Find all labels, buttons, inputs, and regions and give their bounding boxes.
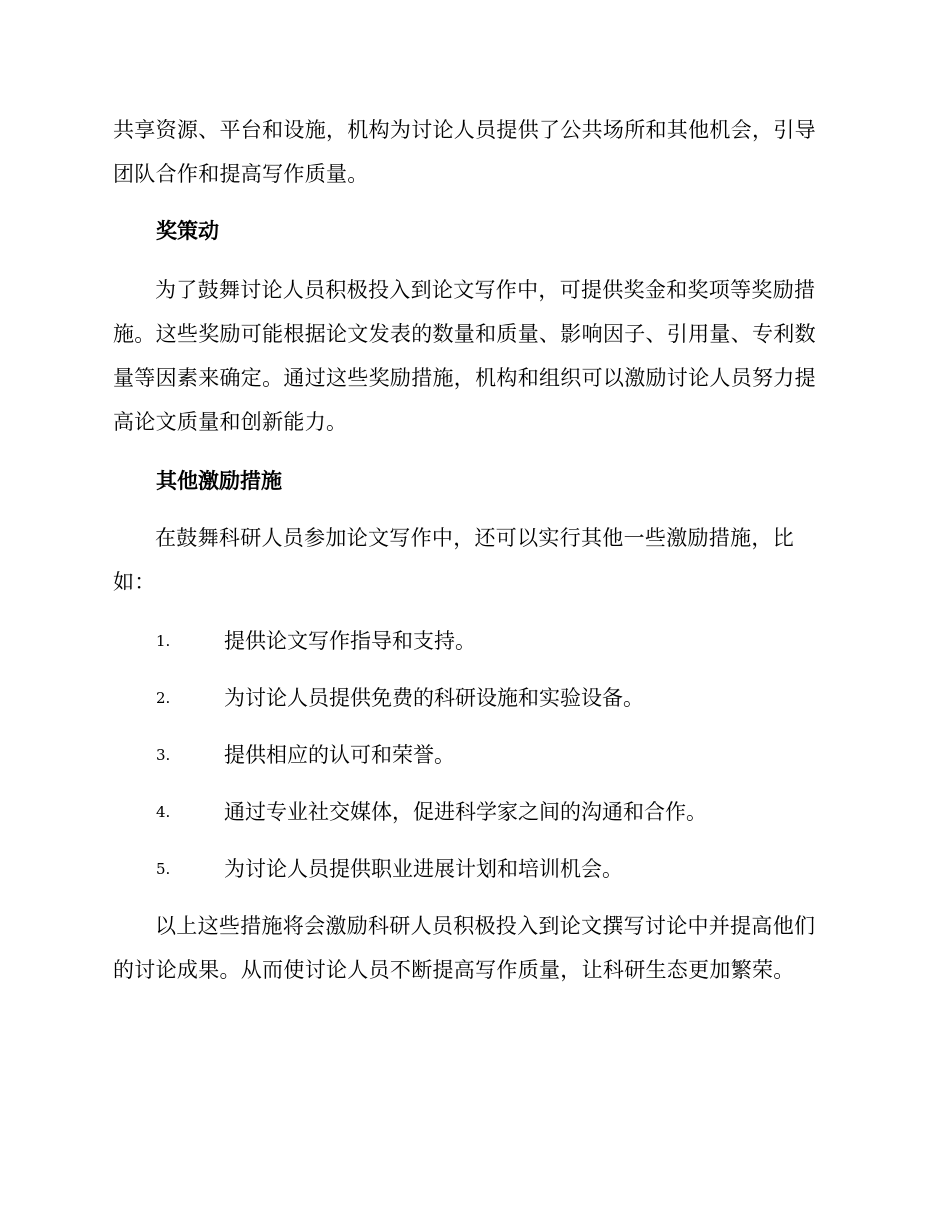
list-item-text: 为讨论人员提供免费的科研设施和实验设备。 xyxy=(224,686,644,710)
list-item xyxy=(156,739,836,771)
list-item-number: 4. xyxy=(156,803,171,821)
list-item-number: 3. xyxy=(156,746,171,764)
list-item xyxy=(156,625,836,657)
list-item xyxy=(156,853,836,885)
list-item-text: 提供论文写作指导和支持。 xyxy=(224,629,476,653)
list-item xyxy=(156,682,836,714)
list-item-text: 提供相应的认可和荣誉。 xyxy=(224,743,455,767)
list-item-number: 1. xyxy=(156,632,171,650)
list-item-text: 通过专业社交媒体，促进科学家之间的沟通和合作。 xyxy=(224,800,707,824)
list-item-number: 5. xyxy=(156,860,171,878)
list-item-text: 为讨论人员提供职业进展计划和培训机会。 xyxy=(224,857,623,881)
heading-other-incentives: 其他激励措施 xyxy=(156,469,282,493)
paragraph-conclusion: 以上这些措施将会激励科研人员积极投入到论文撰写讨论中并提高他们的讨论成果。从而使讨论人员不断提高写作质量，让科研生态更加繁荣。 xyxy=(113,914,816,982)
paragraph-shared-resources: 共享资源、平台和设施，机构为讨论人员提供了公共场所和其他机会，引导团队合作和提高写作质量。 xyxy=(113,118,816,186)
list-item-number: 2. xyxy=(156,689,171,707)
heading-rewards: 奖策动 xyxy=(156,219,219,243)
paragraph-rewards: 为了鼓舞讨论人员积极投入到论文写作中，可提供奖金和奖项等奖励措施。这些奖励可能根据论文发表的数量和质量、影响因子、引用量、专利数量等因素来确定。通过这些奖励措施，机构和组织可以激励讨论人员努力提高论文质量和创新能力。 xyxy=(113,278,816,434)
paragraph-other-incentives-intro: 在鼓舞科研人员参加论文写作中，还可以实行其他一些激励措施，比如： xyxy=(113,526,794,594)
list-item xyxy=(156,796,836,828)
